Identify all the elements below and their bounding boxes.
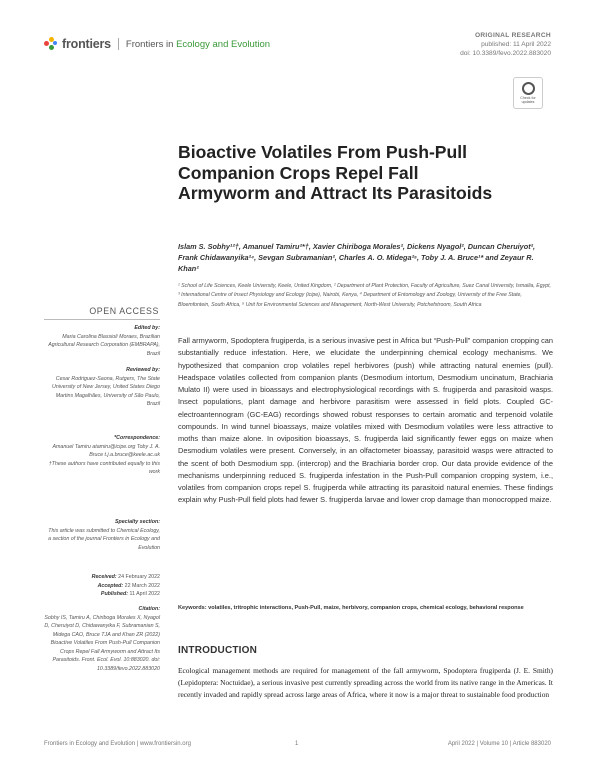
published-label: Published: <box>100 591 128 597</box>
editor-name: Maria Carolina Blassioli Moraes, Brazilian Agricultural Research Corporation (EMBRAPA), Brazil <box>48 333 160 357</box>
specialty-section <box>44 518 160 552</box>
citation-text: Sobhy IS, Tamiru A, Chiriboga Morales X, Nyagol D, Cheruiyot D, Chidawanyika F, Subramanian S, Midega CAO, Bruce TJA and Khan ZR (2022) Bioactive Volatiles From Push-Pull Companion Crops Repel Fall Armyworm and Attract Its Parasitoids. Front. Ecol. Evol. 10:883020. doi: 10.3389/fevo.2022.883020 <box>44 614 160 672</box>
doi-link[interactable]: doi: 10.3389/fevo.2022.883020 <box>460 50 551 57</box>
journal-name: Frontiers in Ecology and Evolution <box>125 38 271 50</box>
accepted-date: 22 March 2022 <box>124 582 160 589</box>
citation <box>44 605 160 673</box>
reviewed-by <box>44 366 160 409</box>
badge-label: Check for updates <box>520 96 536 104</box>
affiliations: ¹ School of Life Sciences, Keele University, Keele, United Kingdom, ² Department of Plant Protection, Faculty of Agriculture, Suez Canal University, Ismailia, Egypt, ³ International Centre of Insect Physiology and Ecology (icipe), Nairobi, Kenya, ⁴ Department of Entomology and Zoology, University of the Free State, Bloemfontein, South Africa, ⁵ Unit for Environmental Sciences and Management, North-West University, Potchefstroom, South Africa <box>178 283 551 308</box>
frontiers-logo-icon <box>44 37 58 51</box>
equal-contribution-note: †These authors have contributed equally to this work <box>48 460 160 475</box>
article-type: ORIGINAL RESEARCH <box>474 32 551 39</box>
published-date: published: 11 April 2022 <box>481 41 551 48</box>
logo-divider <box>118 38 119 50</box>
reviewed-by-label: Reviewed by: <box>126 367 160 373</box>
author-list: Islam S. Sobhy¹²†, Amanuel Tamiru²*†, Xavier Chiriboga Morales², Dickens Nyagol², Duncan Cheruiyot², Frank Chidawanyika²⁴, Sevgan Subramanian², Charles A. O. Midega²⁵, Toby J. A. Bruce¹* and Zeyaur R. Khan² <box>178 242 536 273</box>
keywords: Keywords: volatiles, tritrophic interactions, Push-Pull, maize, herbivory, companion crops, chemical ecology, behavioral response <box>178 605 524 611</box>
update-icon <box>522 82 535 95</box>
introduction-heading: INTRODUCTION <box>178 645 258 656</box>
accepted-label: Accepted: <box>97 582 124 589</box>
footer-issue: April 2022 | Volume 10 | Article 883020 <box>447 741 551 747</box>
received-label: Received: <box>91 574 117 580</box>
specialty-label: Specialty section: <box>114 519 160 525</box>
sidebar-divider <box>44 319 160 320</box>
edited-by <box>44 324 160 358</box>
introduction-text: Ecological management methods are required for management of the fall armyworm, Spodoptera frugiperda (J. E. Smith) (Lepidoptera: Noctuidae), a serious invasive pest currently spreading across the world from its native range in the Americas. It recently invaded and rapidly spread across large areas of Africa, where it now is a major threat to sustainable food production <box>178 666 553 700</box>
page-number: 1 <box>295 741 299 747</box>
abstract: Fall armyworm, Spodoptera frugiperda, is a serious invasive pest in Africa but “Push-Pull” companion cropping can substantially reduce infestation. Here, we elucidate the underpinning chemical ecology mechanisms. We hypothesized that companion crop volatiles repel herbivores (push) while attracting natural enemies (pull). Headspace volatiles collected from companion plants (Desmodium intortum, Desmodium uncinatum, Brachiaria Mulato II) were used in bioassays and electrophysiological recordings with S. frugiperda and parasitoid wasps. Insect populations, plant damage and herbivore parasitism were assessed in field plots. Coupled GC-electroantennogram (GC-EAG) recordings showed robust responses to certain aromatic and terpenoid volatile compounds. In wind tunnel bioassays, maize volatiles mixed with Desmodium volatiles were less attractive to moths than maize alone. In oviposition bioassays, S. frugiperda laid significantly fewer eggs on maize when Desmodium volatiles were present. Conversely, in an olfactometer bioassay, parasitoid wasps were attracted to the scent of both Desmodium spp. (intercrop) and the Brachiaria border crop. Our data provide evidence of the mechanisms underpinning reduced S. frugiperda infestation in the Push-Pull companion cropping system, i.e., volatiles from companion crops repel S. frugiperda while attracting its parasitoid natural enemies. These findings explain why Push-Pull field plots had fewer S. frugiperda larvae and lower crop damage than monocropped maize. <box>178 336 553 505</box>
specialty-text: This article was submitted to Chemical Ecology, a section of the journal Frontiers in Ecology and Evolution <box>48 527 160 551</box>
published-date-side: 11 April 2022 <box>129 591 160 597</box>
correspondence <box>44 434 160 477</box>
received-date: 24 February 2022 <box>118 574 160 580</box>
dates <box>44 573 160 599</box>
reviewer-names: Cesar Rodriguez-Saona, Rutgers, The State University of New Jersey, United States Diego Martins Magalhães, University of São Paulo, Brazil <box>52 375 160 407</box>
footer-journal[interactable]: Frontiers in Ecology and Evolution | www.frontiersin.org <box>44 741 191 747</box>
correspondence-label: *Correspondence: <box>114 435 160 441</box>
citation-label: Citation: <box>138 606 160 612</box>
brand-name: frontiers <box>62 37 111 51</box>
article-title: Bioactive Volatiles From Push-Pull Companion Crops Repel Fall Armyworm and Attract Its Parasitoids <box>178 142 493 203</box>
article-meta <box>460 31 551 58</box>
correspondence-text[interactable]: Amanuel Tamiru atamiru@icipe.org Toby J. A. Bruce t.j.a.bruce@keele.ac.uk <box>52 443 160 458</box>
journal-logo[interactable] <box>44 37 270 51</box>
check-for-updates-badge[interactable] <box>513 77 543 109</box>
edited-by-label: Edited by: <box>134 325 160 331</box>
open-access-label: OPEN ACCESS <box>89 306 159 316</box>
